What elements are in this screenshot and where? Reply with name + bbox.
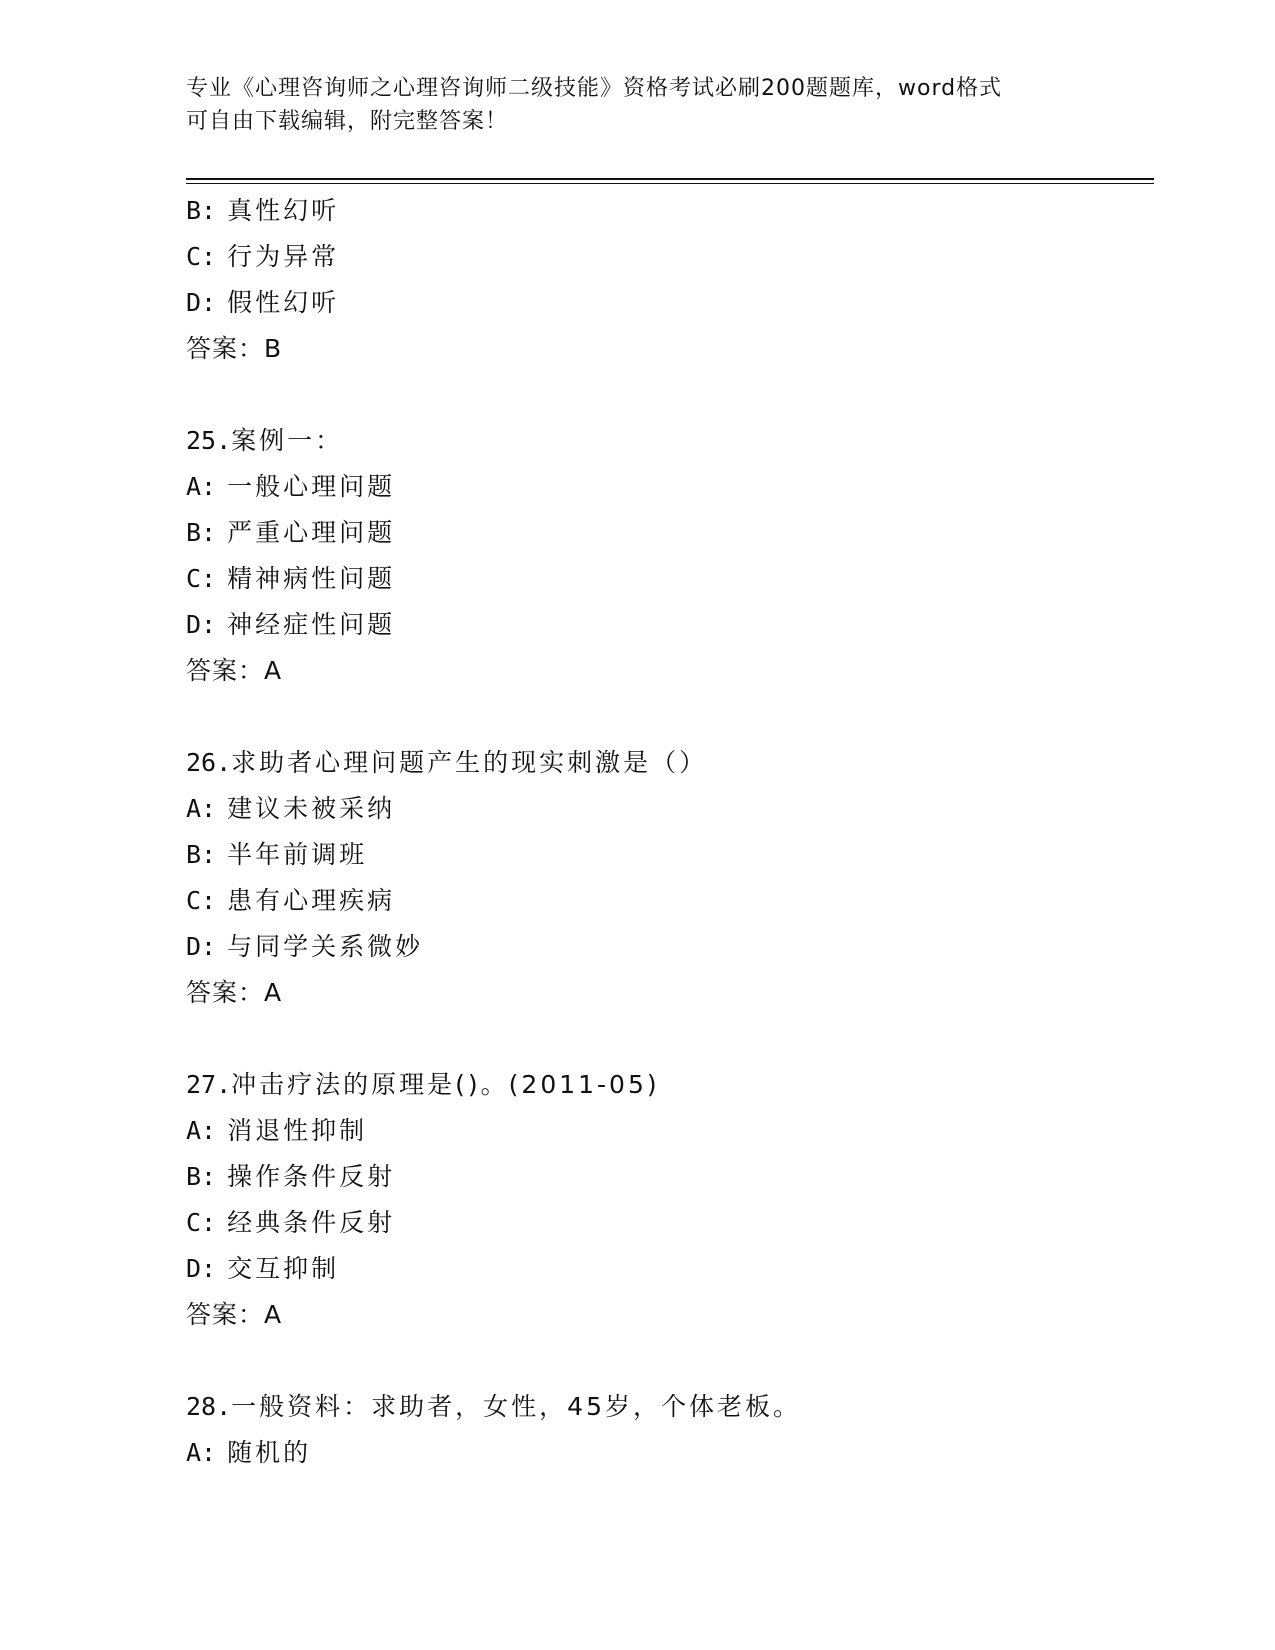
option-line: [186, 1246, 1146, 1292]
option-text: 假性幻听: [227, 288, 340, 317]
question-stem: [186, 418, 1146, 464]
option-key: D:: [186, 932, 217, 961]
question-list: [186, 188, 1146, 1476]
option-key: C:: [186, 242, 217, 271]
question-text: 一般资料：求助者，女性，45岁，个体老板。: [231, 1392, 801, 1421]
question-number: 27.: [186, 1070, 232, 1099]
question-number: 25.: [186, 426, 232, 455]
option-key: A:: [186, 472, 217, 501]
option-key: B:: [186, 840, 217, 869]
question-number: 26.: [186, 748, 232, 777]
option-key: B:: [186, 518, 217, 547]
question-stem: [186, 1384, 1146, 1430]
header-divider-thin: [186, 183, 1154, 184]
header-line-2: 可自由下载编辑，附完整答案！: [186, 109, 509, 134]
option-text: 建议未被采纳: [227, 794, 396, 823]
option-line: [186, 1108, 1146, 1154]
option-key: D:: [186, 1254, 217, 1283]
document-header: [186, 72, 1086, 138]
option-text: 真性幻听: [227, 196, 340, 225]
answer-line: 答案：A: [186, 1300, 283, 1329]
option-text: 神经症性问题: [227, 610, 396, 639]
option-line: [186, 464, 1146, 510]
option-text: 行为异常: [227, 242, 340, 271]
option-line: [186, 878, 1146, 924]
answer-line: 答案：B: [186, 334, 283, 363]
option-line: [186, 602, 1146, 648]
option-line: [186, 1430, 1146, 1476]
option-line: [186, 280, 1146, 326]
option-line: [186, 924, 1146, 970]
option-line: [186, 832, 1146, 878]
option-line: [186, 786, 1146, 832]
answer-line: 答案：A: [186, 656, 283, 685]
option-text: 精神病性问题: [227, 564, 396, 593]
option-text: 患有心理疾病: [227, 886, 396, 915]
question-number: 28.: [186, 1392, 232, 1421]
option-text: 半年前调班: [227, 840, 368, 869]
header-line-1: 专业《心理咨询师之心理咨询师二级技能》资格考试必刷200题题库，word格式: [186, 76, 1003, 101]
option-text: 交互抑制: [227, 1254, 340, 1283]
option-line: [186, 556, 1146, 602]
option-line: [186, 1200, 1146, 1246]
option-line: [186, 188, 1146, 234]
option-key: D:: [186, 288, 217, 317]
option-text: 严重心理问题: [227, 518, 396, 547]
question-block: [186, 188, 1146, 372]
question-block: [186, 1062, 1146, 1338]
answer-line: 答案：A: [186, 978, 283, 1007]
option-text: 与同学关系微妙: [227, 932, 424, 961]
question-block: [186, 740, 1146, 1016]
option-key: C:: [186, 886, 217, 915]
question-block: [186, 418, 1146, 694]
option-text: 随机的: [227, 1438, 312, 1467]
option-line: [186, 234, 1146, 280]
option-line: [186, 510, 1146, 556]
option-key: A:: [186, 1116, 217, 1145]
question-block: [186, 1384, 1146, 1476]
option-text: 操作条件反射: [227, 1162, 396, 1191]
question-text: 求助者心理问题产生的现实刺激是（）: [231, 748, 708, 777]
option-text: 经典条件反射: [227, 1208, 396, 1237]
option-text: 消退性抑制: [227, 1116, 368, 1145]
option-key: C:: [186, 1208, 217, 1237]
question-text: 案例一：: [231, 426, 344, 455]
option-key: B:: [186, 1162, 217, 1191]
question-text: 冲击疗法的原理是()。(2011-05): [231, 1070, 660, 1099]
option-line: [186, 1154, 1146, 1200]
option-key: A:: [186, 794, 217, 823]
question-stem: [186, 740, 1146, 786]
option-key: C:: [186, 564, 217, 593]
option-text: 一般心理问题: [227, 472, 396, 501]
question-stem: [186, 1062, 1146, 1108]
option-key: B:: [186, 196, 217, 225]
header-divider-thick: [186, 178, 1154, 180]
option-key: D:: [186, 610, 217, 639]
option-key: A:: [186, 1438, 217, 1467]
